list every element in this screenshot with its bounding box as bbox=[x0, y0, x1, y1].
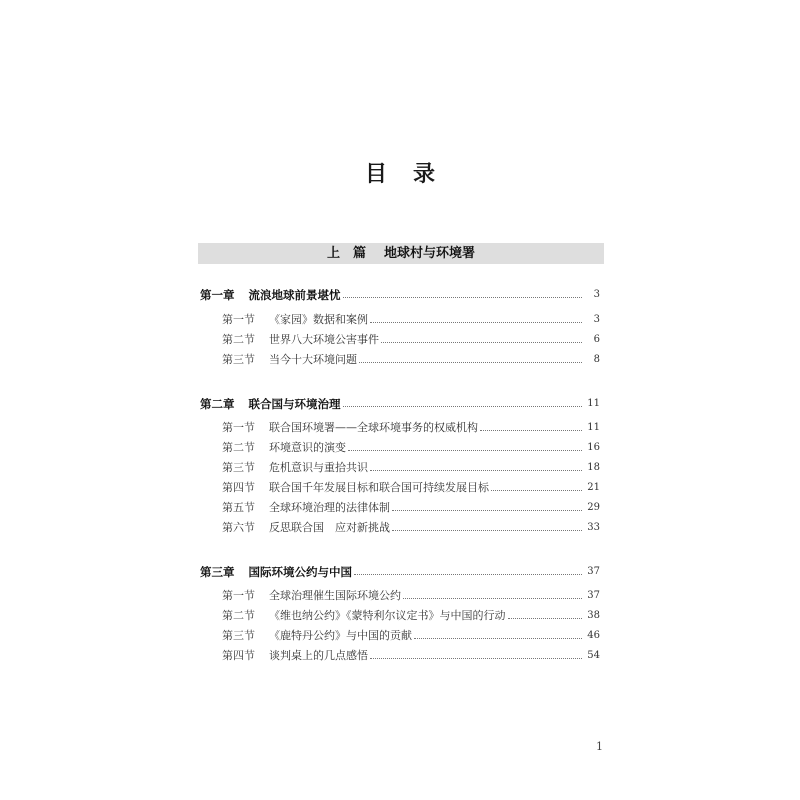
section-title: 《维也纳公约》《蒙特利尔议定书》与中国的行动 bbox=[269, 609, 506, 622]
toc-section[interactable] bbox=[222, 437, 600, 455]
section-number: 第一节 bbox=[222, 313, 255, 326]
page-title bbox=[0, 157, 800, 188]
dot-leader bbox=[370, 470, 582, 471]
toc-section[interactable] bbox=[222, 477, 600, 495]
toc-section[interactable] bbox=[222, 585, 600, 603]
page-number: 8 bbox=[593, 354, 600, 365]
dot-leader bbox=[359, 362, 582, 363]
page-number: 6 bbox=[593, 334, 600, 345]
folio-page-number: 1 bbox=[596, 740, 603, 753]
part-banner bbox=[198, 243, 604, 264]
page-number: 54 bbox=[587, 650, 600, 661]
toc-section[interactable] bbox=[222, 517, 600, 535]
dot-leader bbox=[354, 574, 582, 575]
section-number: 第一节 bbox=[222, 589, 255, 602]
toc-section[interactable] bbox=[222, 625, 600, 643]
chapter-number: 第一章 bbox=[200, 288, 235, 302]
dot-leader bbox=[370, 322, 582, 323]
toc-section[interactable] bbox=[222, 497, 600, 515]
toc-chapter-2[interactable] bbox=[200, 393, 600, 411]
toc-section[interactable] bbox=[222, 457, 600, 475]
section-title: 当今十大环境问题 bbox=[269, 353, 357, 366]
section-number: 第二节 bbox=[222, 333, 255, 346]
toc-chapter-3[interactable] bbox=[200, 561, 600, 579]
toc-section[interactable] bbox=[222, 605, 600, 623]
page-number: 18 bbox=[587, 462, 600, 473]
dot-leader bbox=[392, 530, 582, 531]
dot-leader bbox=[392, 510, 582, 511]
section-title: 反思联合国 应对新挑战 bbox=[269, 521, 390, 534]
page-number: 37 bbox=[587, 590, 600, 601]
section-title: 世界八大环境公害事件 bbox=[269, 333, 379, 346]
chapter-number: 第二章 bbox=[200, 397, 235, 411]
section-number: 第二节 bbox=[222, 441, 255, 454]
page-number: 33 bbox=[587, 522, 600, 533]
toc-section[interactable] bbox=[222, 417, 600, 435]
chapter-title: 国际环境公约与中国 bbox=[248, 565, 352, 579]
section-number: 第一节 bbox=[222, 421, 255, 434]
dot-leader bbox=[381, 342, 582, 343]
section-title: 环境意识的演变 bbox=[269, 441, 346, 454]
page-number: 37 bbox=[587, 566, 600, 577]
dot-leader bbox=[508, 618, 583, 619]
title-char-1: 目 bbox=[364, 162, 387, 187]
dot-leader bbox=[370, 658, 582, 659]
section-title: 联合国千年发展目标和联合国可持续发展目标 bbox=[269, 481, 489, 494]
page-number: 46 bbox=[587, 630, 600, 641]
page-number: 21 bbox=[587, 482, 600, 493]
page-number: 38 bbox=[587, 610, 600, 621]
dot-leader bbox=[348, 450, 582, 451]
dot-leader bbox=[491, 490, 582, 491]
dot-leader bbox=[414, 638, 582, 639]
section-title: 《鹿特丹公约》与中国的贡献 bbox=[269, 629, 412, 642]
dot-leader bbox=[343, 406, 583, 407]
toc-section[interactable] bbox=[222, 329, 600, 347]
dot-leader bbox=[343, 297, 583, 298]
section-number: 第五节 bbox=[222, 501, 255, 514]
page-number: 3 bbox=[593, 314, 600, 325]
section-number: 第二节 bbox=[222, 609, 255, 622]
toc-section[interactable] bbox=[222, 309, 600, 327]
toc-section[interactable] bbox=[222, 645, 600, 663]
dot-leader bbox=[403, 598, 582, 599]
page-number: 29 bbox=[587, 502, 600, 513]
section-number: 第六节 bbox=[222, 521, 255, 534]
page-number: 16 bbox=[587, 442, 600, 453]
part-label: 上 篇 bbox=[326, 246, 366, 261]
section-number: 第四节 bbox=[222, 649, 255, 662]
section-title: 谈判桌上的几点感悟 bbox=[269, 649, 368, 662]
section-title: 《家园》数据和案例 bbox=[269, 313, 368, 326]
chapter-number: 第三章 bbox=[200, 565, 235, 579]
page-number: 11 bbox=[587, 422, 600, 433]
section-number: 第四节 bbox=[222, 481, 255, 494]
section-title: 危机意识与重拾共识 bbox=[269, 461, 368, 474]
title-char-2: 录 bbox=[413, 162, 436, 187]
section-number: 第三节 bbox=[222, 461, 255, 474]
part-name: 地球村与环境署 bbox=[384, 246, 476, 261]
page-number: 11 bbox=[587, 398, 600, 409]
dot-leader bbox=[480, 430, 582, 431]
section-title: 全球治理催生国际环境公约 bbox=[269, 589, 401, 602]
section-number: 第三节 bbox=[222, 353, 255, 366]
chapter-title: 联合国与环境治理 bbox=[248, 397, 341, 411]
toc-chapter-1[interactable] bbox=[200, 284, 600, 302]
page-number: 3 bbox=[593, 289, 600, 300]
section-title: 全球环境治理的法律体制 bbox=[269, 501, 390, 514]
chapter-title: 流浪地球前景堪忧 bbox=[248, 288, 341, 302]
section-number: 第三节 bbox=[222, 629, 255, 642]
section-title: 联合国环境署——全球环境事务的权威机构 bbox=[269, 421, 478, 434]
toc-section[interactable] bbox=[222, 349, 600, 367]
